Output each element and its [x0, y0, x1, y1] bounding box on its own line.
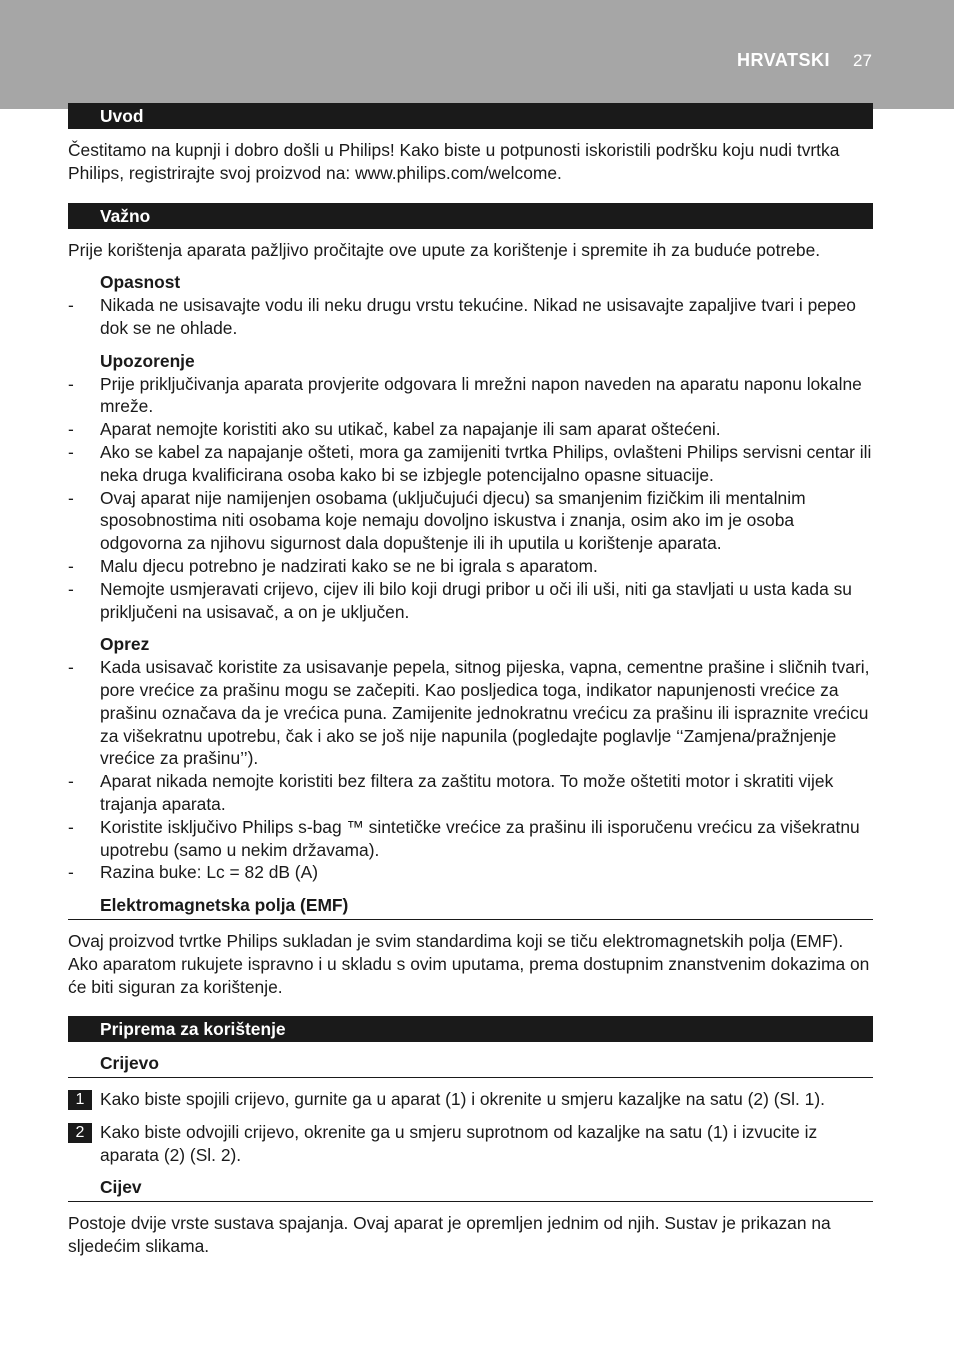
subheading-cijev: Cijev	[68, 1176, 873, 1202]
list-item: - Prije priključivanja aparata provjerite odgovara li mrežni napon naveden na aparatu naponu lokalne mreže.	[68, 373, 862, 417]
list-item: - Ovaj aparat nije namijenjen osobama (uključujući djecu) sa smanjenim fizičkim ili mentalnim sposobnostima niti osobama koje nemaju dovoljno iskustva i znanja, osim ako im je osoba odgovorna za njihovu sigurnost dala dopuštenje ili ih uputila u korištenje aparata.	[68, 487, 806, 554]
list-dash: -	[68, 295, 74, 316]
list-dash: -	[68, 816, 74, 837]
vazno-intro: Prije korištenja aparata pažljivo pročitajte ove upute za korištenje i spremite ih za buduće potrebe.	[68, 239, 821, 260]
emf-paragraph: Ovaj proizvod tvrtke Philips sukladan je svim standardima koji se tiču elektromagnetskih polja (EMF). Ako aparatom rukujete ispravno i u skladu s ovim uputama, prema dostupnim znanstvenim dokazima on će biti siguran za korištenje.	[68, 930, 870, 997]
subheading-oprez: Oprez	[100, 634, 150, 655]
list-item: - Nikada ne usisavajte vodu ili neku drugu vrstu tekućine. Nikad ne usisavajte zapaljive tvari i pepeo dok se ne ohlade.	[68, 295, 856, 338]
subheading-upozorenje: Upozorenje	[100, 350, 195, 371]
list-dash: -	[68, 441, 74, 462]
step-text: Kako biste odvojili crijevo, okrenite ga u smjeru suprotnom od kazaljke na satu (1) i izvucite iz aparata (2) (Sl. 2).	[100, 1121, 818, 1165]
language-label: HRVATSKI	[736, 50, 830, 70]
list-item: - Nemojte usmjeravati crijevo, cijev ili bilo koji drugi pribor u oči ili uši, niti ga stavljati u usta kada su priključeni na usisavač, a on je uključen.	[68, 578, 852, 622]
list-dash: -	[68, 771, 74, 792]
list-item: - Ako se kabel za napajanje ošteti, mora ga zamijeniti tvrtka Philips, ovlašteni Philips servisni centar ili neka druga kvalificirana osoba kako bi se izbjegle potencijalno opasne situacije.	[68, 441, 872, 485]
cijev-paragraph: Postoje dvije vrste sustava spajanja. Ovaj aparat je opremljen jednim od njih. Sustav je prikazan na sljedećim slikama.	[68, 1213, 831, 1257]
list-item: - Razina buke: Lc = 82 dB (A)	[68, 862, 318, 883]
upozorenje-list	[68, 373, 873, 624]
document-body	[68, 103, 873, 1258]
subheading-crijevo: Crijevo	[68, 1052, 873, 1078]
page-number: 27	[853, 51, 872, 70]
oprez-list	[68, 656, 873, 884]
step-number-badge: 1	[68, 1090, 92, 1110]
step-text: Kako biste spojili crijevo, gurnite ga u aparat (1) i okrenite u smjeru kazaljke na satu (2) (Sl. 1).	[100, 1089, 825, 1110]
list-item: - Koristite isključivo Philips s-bag ™ sintetičke vrećice za prašinu ili isporučenu vrećicu za višekratnu upotrebu (samo u nekim državama).	[68, 816, 860, 860]
step-1	[68, 1088, 873, 1111]
opasnost-list	[68, 294, 873, 340]
list-dash: -	[68, 419, 74, 440]
step-2	[68, 1121, 873, 1167]
section-heading-vazno: Važno	[68, 203, 873, 229]
step-number-badge: 2	[68, 1123, 92, 1143]
section-heading-priprema: Priprema za korištenje	[68, 1016, 873, 1042]
section-heading-uvod: Uvod	[68, 103, 873, 129]
subheading-opasnost: Opasnost	[100, 272, 181, 293]
list-dash: -	[68, 862, 74, 883]
list-dash: -	[68, 373, 74, 394]
list-dash: -	[68, 657, 74, 678]
list-dash: -	[68, 487, 74, 508]
list-item: - Kada usisavač koristite za usisavanje pepela, sitnog pijeska, vapna, cementne prašine i sličnih tvari, pore vrećice za prašinu mogu se začepiti. Kao posljedica toga, indikator napunjenosti vrećice za prašinu označava da je vrećica puna. Zamijenite jednokratnu vrećicu za prašinu ili ispraznite vrećicu za višekratnu upotrebu, čak i ako se još nije napunila (pogledajte poglavlje ‘‘Zamjena/pražnjenje vrećice za prašinu’’).	[68, 657, 870, 769]
list-item: - Malu djecu potrebno je nadzirati kako se ne bi igrala s aparatom.	[68, 555, 598, 576]
list-item: - Aparat nemojte koristiti ako su utikač, kabel za napajanje ili sam aparat oštećeni.	[68, 419, 721, 440]
uvod-paragraph: Čestitamo na kupnji i dobro došli u Philips! Kako biste u potpunosti iskoristili podršku koju nudi tvrtka Philips, registrirajte svoj proizvod na: www.philips.com/welcome.	[68, 140, 840, 183]
list-item: - Aparat nikada nemojte koristiti bez filtera za zaštitu motora. To može oštetiti motor i skratiti vijek trajanja aparata.	[68, 771, 834, 814]
page-header-band	[0, 0, 954, 109]
list-dash: -	[68, 578, 74, 599]
subheading-emf: Elektromagnetska polja (EMF)	[68, 894, 873, 920]
list-dash: -	[68, 555, 74, 576]
